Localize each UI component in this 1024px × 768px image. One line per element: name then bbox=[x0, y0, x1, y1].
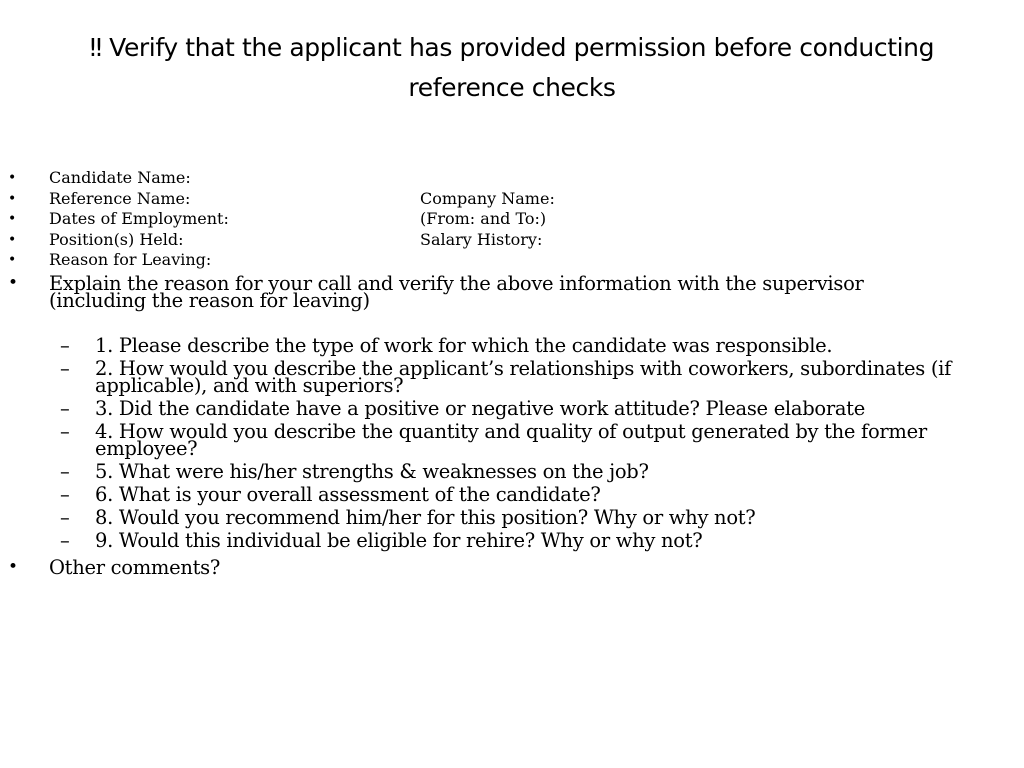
other-comments-text: Other comments? bbox=[49, 555, 220, 579]
instruction-text: Explain the reason for your call and verify the above information with the supervisor (including the reason for leaving) bbox=[49, 271, 864, 312]
question-item bbox=[0, 526, 1024, 552]
question-text: 8. Would you recommend him/her for this position? Why or why not? bbox=[95, 505, 756, 529]
dash-icon: – bbox=[60, 333, 70, 357]
bullet-icon: • bbox=[8, 190, 17, 207]
dash-icon: – bbox=[60, 482, 70, 506]
dash-icon: – bbox=[60, 505, 70, 529]
question-item bbox=[0, 417, 1024, 460]
question-text: 9. Would this individual be eligible for rehire? Why or why not? bbox=[95, 528, 703, 552]
dash-icon: – bbox=[60, 356, 70, 380]
bullet-icon: • bbox=[8, 252, 17, 268]
field-label: Dates of Employment: bbox=[49, 209, 229, 228]
other-comments-item bbox=[0, 555, 1024, 579]
field-row-positions-held bbox=[0, 230, 1024, 251]
field-right-label: (From: and To:) bbox=[420, 209, 547, 228]
question-item bbox=[0, 457, 1024, 483]
question-item bbox=[0, 503, 1024, 529]
instruction-item bbox=[0, 271, 1024, 312]
slide-title: ‼ Verify that the applicant has provided permission before conducting reference checks bbox=[89, 33, 935, 102]
dash-icon: – bbox=[60, 528, 70, 552]
bullet-icon: • bbox=[8, 170, 17, 186]
bullet-icon: • bbox=[8, 231, 17, 248]
field-row-dates-of-employment bbox=[0, 209, 1024, 230]
spacer bbox=[0, 309, 1024, 331]
field-row-reference-name bbox=[0, 189, 1024, 210]
question-text: 2. How would you describe the applicant’s relationships with coworkers, subordinates (if applicable), and with superiors? bbox=[95, 356, 951, 397]
question-item bbox=[0, 354, 1024, 397]
bullet-icon: • bbox=[8, 211, 17, 227]
question-item bbox=[0, 480, 1024, 506]
field-label: Position(s) Held: bbox=[49, 229, 184, 249]
dash-icon: – bbox=[60, 419, 70, 443]
field-row-candidate-name bbox=[0, 168, 1024, 189]
field-right-label: Company Name: bbox=[420, 188, 555, 208]
question-text: 1. Please describe the type of work for which the candidate was responsible. bbox=[95, 333, 833, 357]
field-label: Reference Name: bbox=[49, 188, 191, 208]
slide-body bbox=[0, 168, 1024, 579]
field-label: Reason for Leaving: bbox=[49, 250, 212, 269]
question-text: 4. How would you describe the quantity and quality of output generated by the former employee? bbox=[95, 419, 927, 460]
field-label: Candidate Name: bbox=[49, 168, 191, 187]
question-text: 3. Did the candidate have a positive or negative work attitude? Please elaborate bbox=[95, 396, 865, 420]
question-item bbox=[0, 394, 1024, 420]
field-row-reason-for-leaving bbox=[0, 250, 1024, 271]
dash-icon: – bbox=[60, 396, 70, 420]
field-right-label: Salary History: bbox=[420, 229, 543, 249]
bullet-icon: • bbox=[8, 556, 18, 577]
bullet-icon: • bbox=[8, 272, 18, 293]
dash-icon: – bbox=[60, 459, 70, 483]
question-text: 5. What were his/her strengths & weaknesses on the job? bbox=[95, 459, 649, 483]
question-text: 6. What is your overall assessment of the candidate? bbox=[95, 482, 601, 506]
question-item bbox=[0, 331, 1024, 357]
